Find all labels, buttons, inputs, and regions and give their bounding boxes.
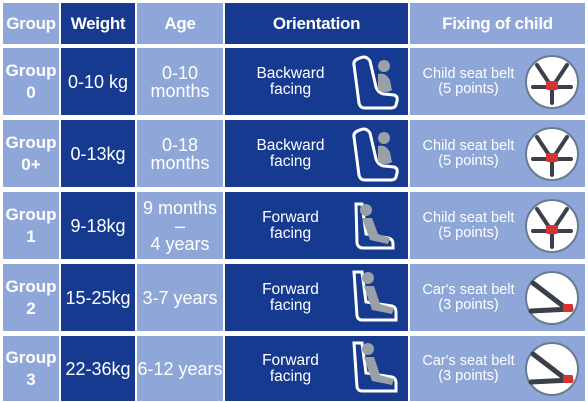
age-line1: 6-12 years [137,358,223,379]
weight-cell: 0-13kg [61,120,135,187]
header-fixing: Fixing of child [410,3,585,44]
orientation-line2: facing [269,80,312,98]
fixing-line1: Child seat belt [422,65,515,82]
orientation-line2: facing [269,367,312,385]
table-header-row [3,3,585,44]
age-cell [137,120,223,187]
header-group: Group [3,3,59,44]
orientation-cell [225,120,408,187]
group-cell [3,192,59,259]
five-point-harness-icon [523,197,581,255]
fixing-cell [410,192,585,259]
age-line1: 0-10 [161,62,199,83]
table-row [3,120,585,187]
orientation-cell [225,48,408,115]
group-cell [3,264,59,331]
weight-cell: 0-10 kg [61,48,135,115]
three-point-belt-icon [523,340,581,398]
group-id: 0+ [21,154,41,174]
fixing-line1: Car's seat belt [422,352,515,369]
fixing-line1: Car's seat belt [422,281,515,298]
table-row [3,336,585,401]
fixing-line1: Child seat belt [422,209,515,226]
group-cell [3,48,59,115]
group-id: 0 [26,82,36,102]
age-cell [137,336,223,401]
weight-cell: 22-36kg [61,336,135,401]
fixing-line2: (5 points) [438,152,499,169]
header-age: Age [137,3,223,44]
header-weight: Weight [61,3,135,44]
age-line1: 9 months – [142,197,218,236]
fixing-line2: (5 points) [438,224,499,241]
group-word: Group [5,60,57,80]
three-point-belt-icon [523,269,581,327]
header-orientation: Orientation [225,3,408,44]
table-row [3,192,585,259]
orientation-line2: facing [269,224,312,242]
age-cell [137,264,223,331]
group-word: Group [5,204,57,224]
five-point-harness-icon [523,125,581,183]
booster-seat-icon [342,339,404,399]
orientation-line1: Forward [262,280,319,298]
orientation-line1: Forward [262,208,319,226]
age-line2: 4 years [150,233,210,254]
group-cell [3,336,59,401]
weight-cell: 9-18kg [61,192,135,259]
group-id: 2 [26,298,36,318]
backward-seat-icon [342,52,404,112]
fixing-line2: (5 points) [438,80,499,97]
group-id: 1 [26,226,36,246]
group-word: Group [5,347,57,367]
car-seat-groups-table [3,3,585,401]
age-cell [137,48,223,115]
fixing-cell [410,264,585,331]
orientation-line2: facing [269,296,312,314]
forward-seat-icon [342,196,404,256]
fixing-cell [410,48,585,115]
age-line1: 3-7 years [142,287,218,308]
orientation-cell [225,192,408,259]
age-line2: months [150,80,210,101]
orientation-line1: Backward [256,136,325,154]
fixing-line2: (3 points) [438,296,499,313]
fixing-line2: (3 points) [438,367,499,384]
orientation-cell [225,264,408,331]
fixing-cell [410,336,585,401]
age-line1: 0-18 [161,134,199,155]
table-row [3,48,585,115]
age-line2: months [150,152,210,173]
orientation-line1: Backward [256,64,325,82]
group-word: Group [5,132,57,152]
backward-seat-icon [342,124,404,184]
age-cell [137,192,223,259]
orientation-cell [225,336,408,401]
table-row [3,264,585,331]
orientation-line2: facing [269,152,312,170]
orientation-line1: Forward [262,351,319,369]
fixing-cell [410,120,585,187]
group-word: Group [5,276,57,296]
group-cell [3,120,59,187]
booster-seat-icon [342,268,404,328]
fixing-line1: Child seat belt [422,137,515,154]
weight-cell: 15-25kg [61,264,135,331]
group-id: 3 [26,369,36,389]
five-point-harness-icon [523,53,581,111]
